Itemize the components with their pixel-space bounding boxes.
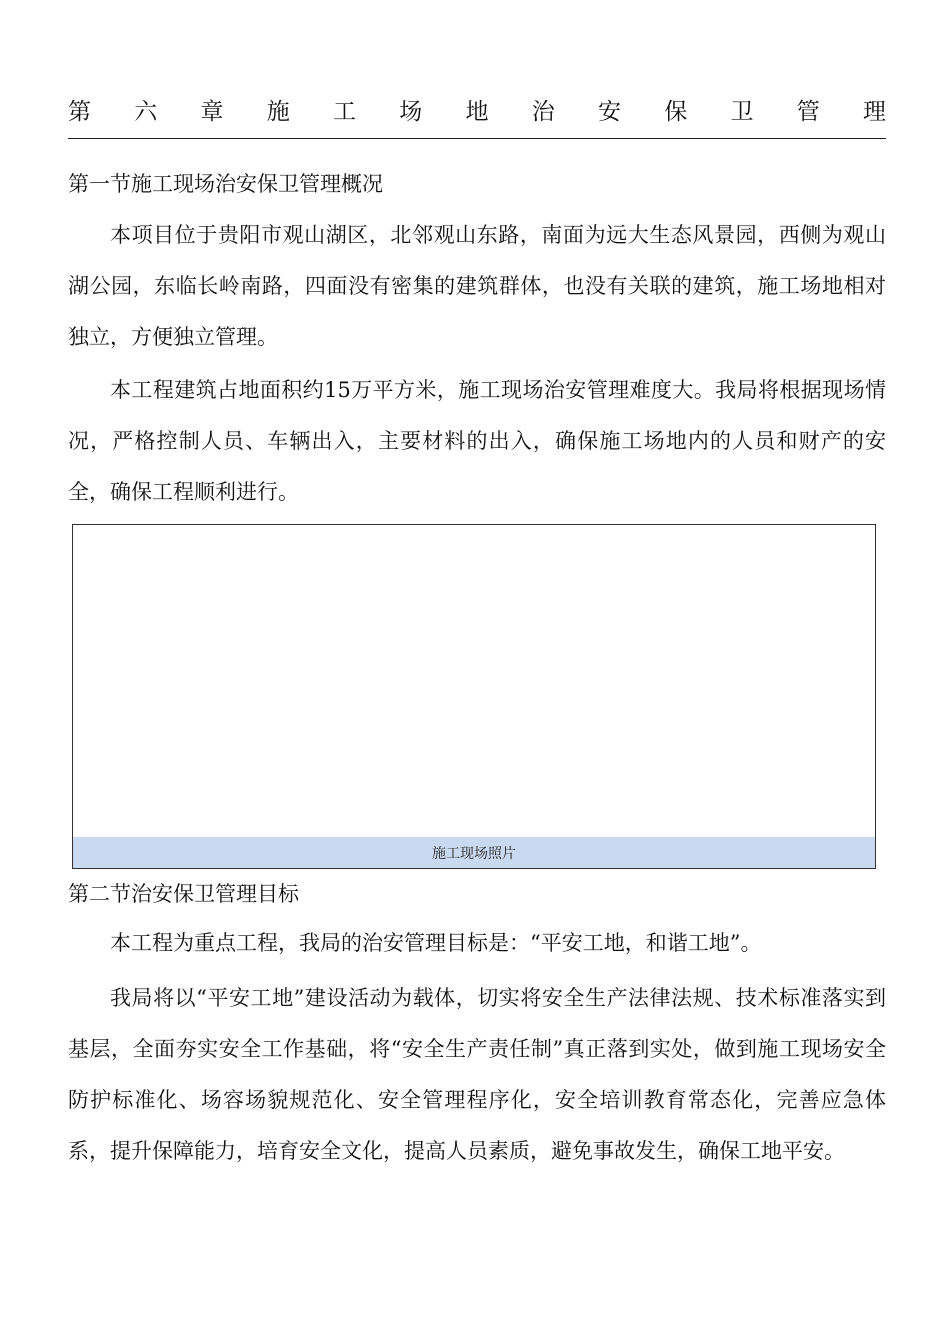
- section1-heading: 第一节施工现场治安保卫管理概况: [68, 172, 383, 196]
- chapter-title-char: 保: [664, 98, 688, 125]
- chapter-title-char: 管: [796, 98, 820, 125]
- chapter-title-char: 治: [531, 98, 555, 125]
- title-underline: [68, 138, 886, 139]
- section2-paragraph2: 我局将以“平安工地”建设活动为载体，切实将安全生产法律法规、技术标准落实到基层，全面夯实安全工作基础，将“安全生产责任制”真正落到实处，做到施工现场安全防护标准化、场容场貌规范化、安全管理程序化，安全培训教育常态化，完善应急体系，提升保障能力，培育安全文化，提高人员素质，避免事故发生，确保工地平安。: [68, 986, 886, 1163]
- section2-paragraph1: 本工程为重点工程，我局的治安管理目标是：“平安工地，和谐工地”。: [110, 931, 762, 955]
- chapter-title-char: 章: [200, 98, 224, 125]
- chapter-title-char: 六: [134, 98, 158, 125]
- chapter-title-char: 安: [598, 98, 621, 125]
- chapter-title: [68, 90, 886, 128]
- site-photo-placeholder: [73, 525, 875, 838]
- section1-paragraph1: 本项目位于贵阳市观山湖区，北邻观山东路，南面为远大生态风景园，西侧为观山湖公园，东临长岭南路，四面没有密集的建筑群体，也没有关联的建筑，施工场地相对独立，方便独立管理。: [68, 223, 886, 349]
- chapter-title-char: 理: [863, 98, 886, 125]
- chapter-title-char: 卫: [730, 98, 754, 125]
- chapter-title-char: 施: [266, 98, 290, 125]
- site-photo-frame: [72, 524, 876, 869]
- chapter-title-char: 工: [333, 98, 356, 125]
- photo-caption: 施工现场照片: [73, 837, 875, 868]
- section1-paragraph2: 本工程建筑占地面积约15万平方米，施工现场治安管理难度大。我局将根据现场情况，严格控制人员、车辆出入，主要材料的出入，确保施工场地内的人员和财产的安全，确保工程顺利进行。: [68, 378, 886, 504]
- chapter-title-char: 场: [399, 98, 423, 125]
- chapter-title-char: 第: [68, 98, 91, 125]
- chapter-title-char: 地: [465, 98, 489, 125]
- section2-heading: 第二节治安保卫管理目标: [68, 882, 299, 906]
